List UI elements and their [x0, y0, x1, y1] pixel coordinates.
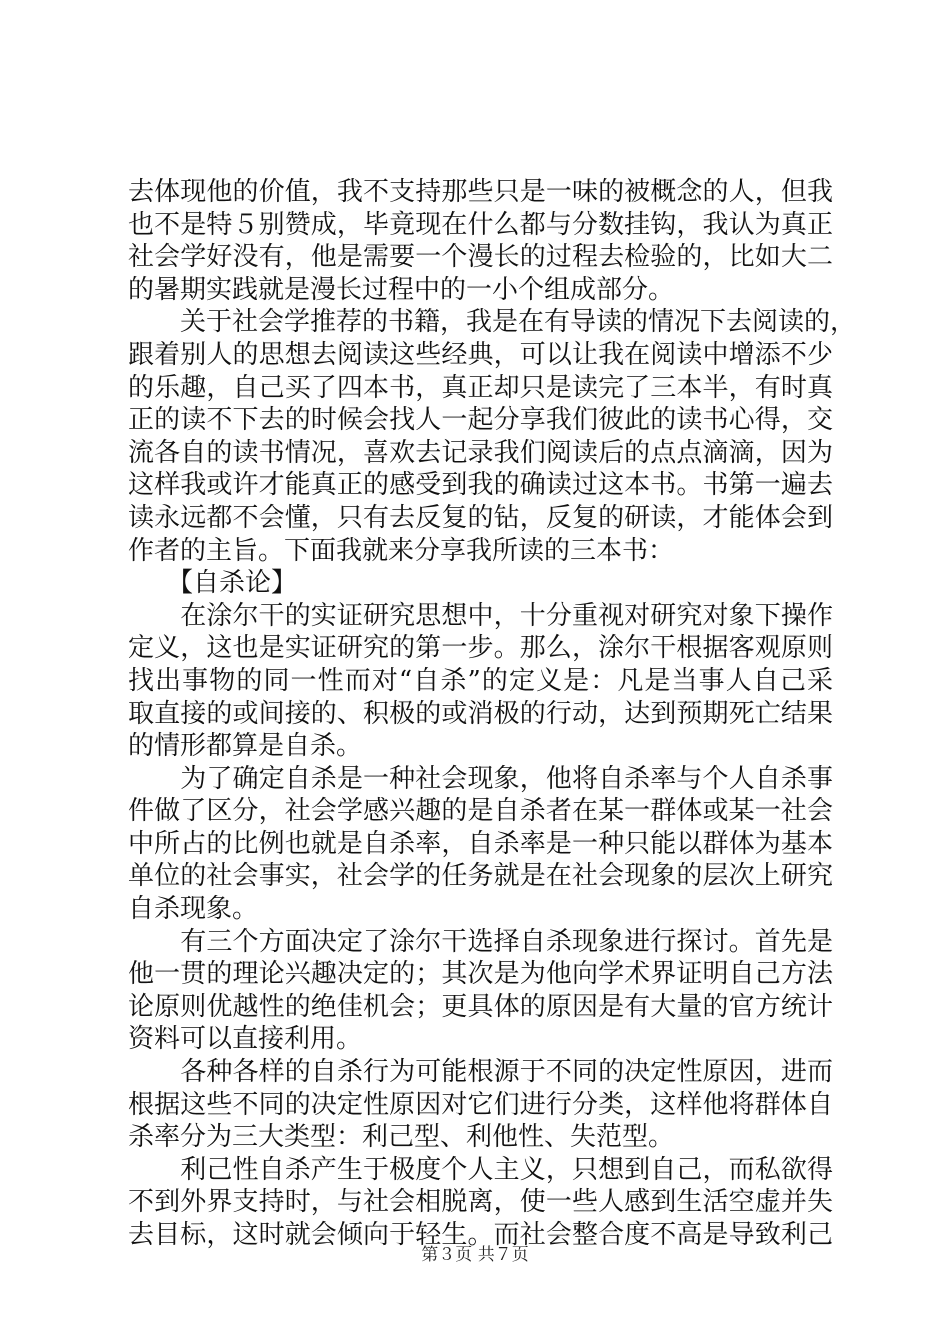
text-line: 找出事物的同一性而对“自杀”的定义是：凡是当事人自己采	[128, 665, 833, 696]
text-line: 这样我或许才能真正的感受到我的确读过这本书。书第一遍去	[128, 470, 833, 501]
text-line: 正的读不下去的时候会找人一起分享我们彼此的读书心得，交	[128, 405, 833, 436]
text-line: 去目标，这时就会倾向于轻生。而社会整合度不高是导致利己	[128, 1220, 833, 1250]
text-line: 读永远都不会懂，只有去反复的钻，反复的研读，才能体会到	[128, 502, 833, 533]
text-line: 单位的社会事实，社会学的任务就是在社会现象的层次上研究	[128, 861, 833, 892]
text-line: 资料可以直接利用。	[128, 1024, 363, 1055]
text-line: 不到外界支持时，与社会相脱离，使一些人感到生活空虚并失	[128, 1187, 833, 1218]
text-line: 的乐趣，自己买了四本书，真正却只是读完了三本半，有时真	[128, 372, 833, 403]
text-line: 各种各样的自杀行为可能根源于不同的决定性原因，进而	[128, 1057, 833, 1088]
text-line: 社会学好没有，他是需要一个漫长的过程去检验的，比如大二	[128, 242, 833, 273]
text-line: 作者的主旨。下面我就来分享我所读的三本书：	[128, 535, 675, 566]
text-line: 去体现他的价值，我不支持那些只是一味的被概念的人，但我	[128, 177, 833, 207]
text-line: 定义，这也是实证研究的第一步。那么，涂尔干根据客观原则	[128, 633, 833, 664]
text-line: 的暑期实践就是漫长过程中的一小个组成部分。	[128, 274, 675, 305]
text-line: 关于社会学推荐的书籍，我是在有导读的情况下去阅读的，	[128, 307, 857, 338]
text-line: 中所占的比例也就是自杀率，自杀率是一种只能以群体为基本	[128, 828, 833, 859]
text-line: 取直接的或间接的、积极的或消极的行动，达到预期死亡结果	[128, 698, 833, 729]
text-line: 他一贯的理论兴趣决定的；其次是为他向学术界证明自己方法	[128, 959, 833, 990]
text-line: 论原则优越性的绝佳机会；更具体的原因是有大量的官方统计	[128, 991, 833, 1022]
text-line: 件做了区分，社会学感兴趣的是自杀者在某一群体或某一社会	[128, 796, 833, 827]
text-line: 【自杀论】	[128, 568, 298, 599]
text-line: 杀率分为三大类型：利己型、利他性、失范型。	[128, 1122, 675, 1153]
document-body	[128, 176, 857, 1252]
text-line: 也不是特５别赞成，毕竟现在什么都与分数挂钩，我认为真正	[128, 209, 833, 240]
text-line: 有三个方面决定了涂尔干选择自杀现象进行探讨。首先是	[128, 926, 833, 957]
text-line: 的情形都算是自杀。	[128, 731, 363, 762]
text-line: 在涂尔干的实证研究思想中，十分重视对研究对象下操作	[128, 600, 833, 631]
text-line: 自杀现象。	[128, 894, 259, 925]
page-footer: 第３页 共７页	[421, 1245, 529, 1265]
text-line: 根据这些不同的决定性原因对它们进行分类，这样他将群体自	[128, 1089, 833, 1120]
text-line: 为了确定自杀是一种社会现象，他将自杀率与个人自杀事	[128, 763, 833, 794]
text-line: 跟着别人的思想去阅读这些经典，可以让我在阅读中增添不少	[128, 339, 833, 370]
text-line: 利己性自杀产生于极度个人主义，只想到自己，而私欲得	[128, 1154, 833, 1185]
text-line: 流各自的读书情况，喜欢去记录我们阅读后的点点滴滴，因为	[128, 437, 833, 468]
